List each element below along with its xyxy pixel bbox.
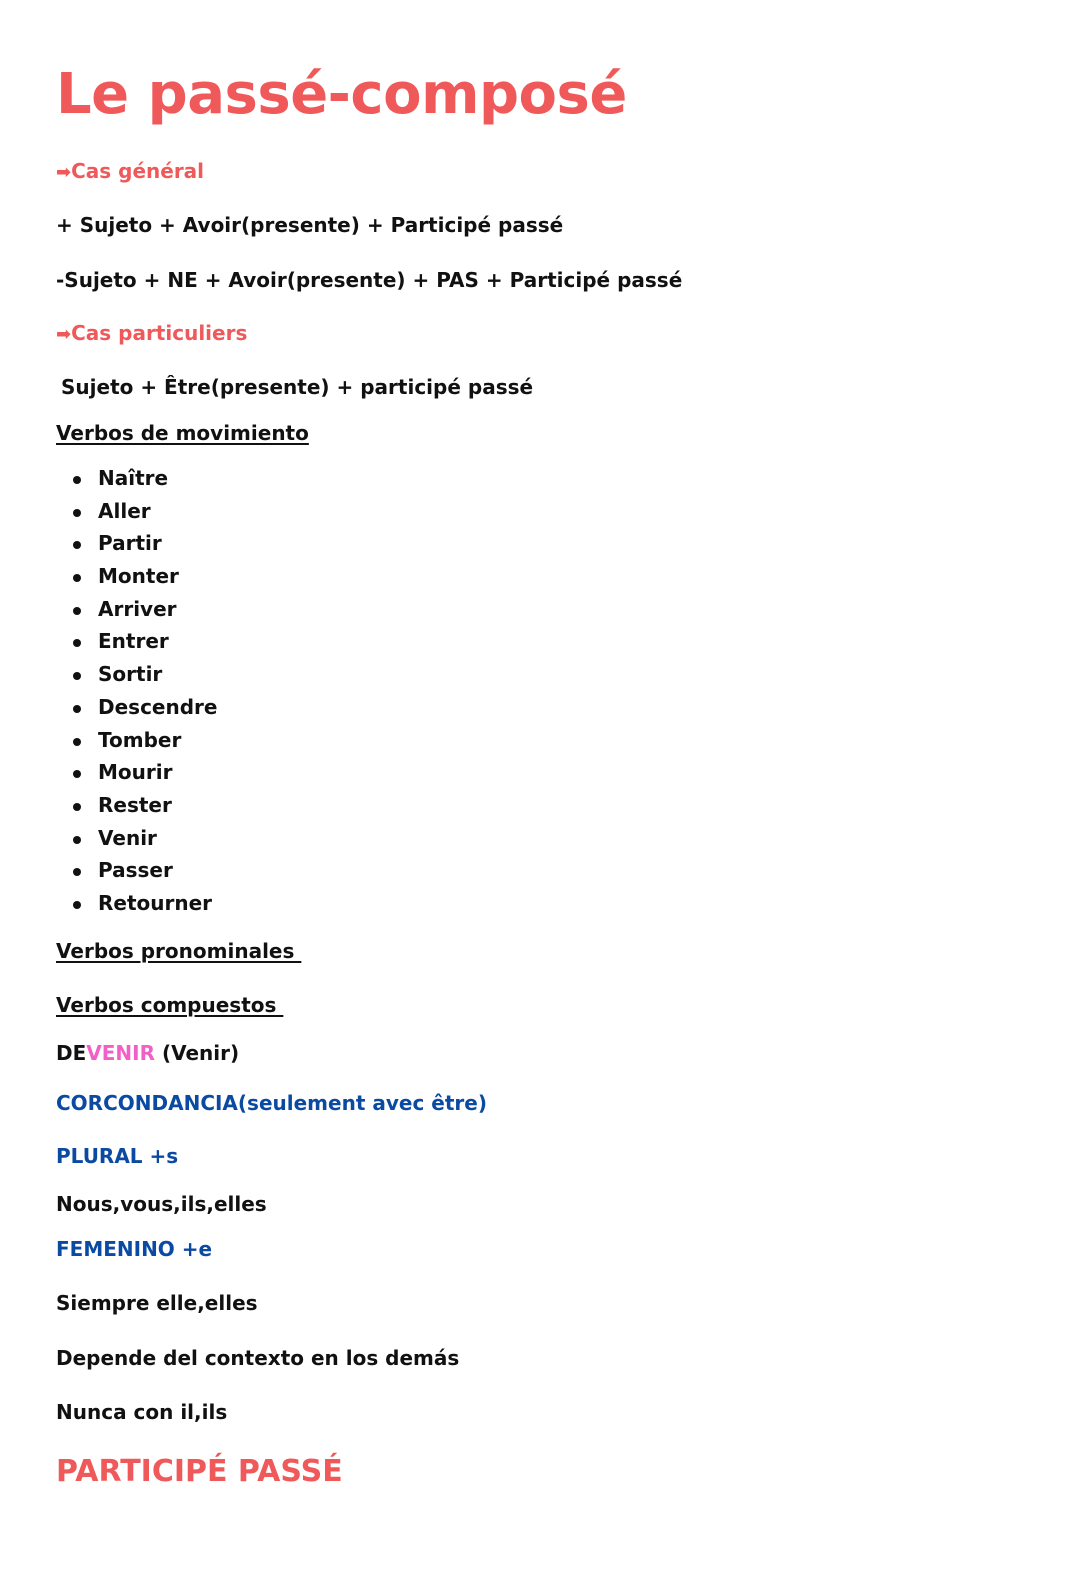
- list-item: Partir: [56, 527, 217, 560]
- plural-heading: PLURAL +s: [56, 1144, 179, 1168]
- verbos-compuestos-heading: Verbos compuestos: [56, 993, 284, 1017]
- depende-line: Depende del contexto en los demás: [56, 1346, 460, 1370]
- devenir-suffix: (Venir): [155, 1041, 240, 1065]
- list-item: Descendre: [56, 691, 217, 724]
- page-title: Le passé-composé: [56, 62, 627, 127]
- devenir-highlight: VENIR: [86, 1041, 155, 1065]
- participe-passe-heading: PARTICIPÉ PASSÉ: [56, 1454, 343, 1489]
- list-item: Retourner: [56, 887, 217, 920]
- verbos-movimiento-heading: Verbos de movimiento: [56, 421, 309, 445]
- verbos-movimiento-list: [56, 462, 217, 920]
- plural-subjects: Nous,vous,ils,elles: [56, 1192, 267, 1216]
- rule-etre: Sujeto + Être(presente) + participé passé: [61, 375, 534, 399]
- cas-particuliers-label: Cas particuliers: [71, 321, 248, 345]
- verbos-pronominales-heading: Verbos pronominales: [56, 939, 302, 963]
- list-item: Aller: [56, 495, 217, 528]
- cas-general-label: Cas général: [71, 159, 205, 183]
- devenir-line: [56, 1041, 239, 1065]
- list-item: Venir: [56, 822, 217, 855]
- cas-general-heading: [56, 159, 204, 183]
- list-item: Entrer: [56, 625, 217, 658]
- nunca-line: Nunca con il,ils: [56, 1400, 228, 1424]
- arrow-right-icon: ➡: [56, 324, 72, 345]
- list-item: Mourir: [56, 756, 217, 789]
- rule-positive: + Sujeto + Avoir(presente) + Participé passé: [56, 213, 564, 237]
- femenino-heading: FEMENINO +e: [56, 1237, 213, 1261]
- concordancia-heading: CORCONDANCIA(seulement avec être): [56, 1091, 487, 1115]
- list-item: Naître: [56, 462, 217, 495]
- rule-negative: -Sujeto + NE + Avoir(presente) + PAS + Participé passé: [56, 268, 683, 292]
- arrow-right-icon: ➡: [56, 162, 72, 183]
- list-item: Rester: [56, 789, 217, 822]
- list-item: Sortir: [56, 658, 217, 691]
- list-item: Passer: [56, 854, 217, 887]
- siempre-line: Siempre elle,elles: [56, 1291, 258, 1315]
- cas-particuliers-heading: [56, 321, 247, 345]
- devenir-prefix: DE: [56, 1041, 87, 1065]
- list-item: Tomber: [56, 724, 217, 757]
- list-item: Arriver: [56, 593, 217, 626]
- list-item: Monter: [56, 560, 217, 593]
